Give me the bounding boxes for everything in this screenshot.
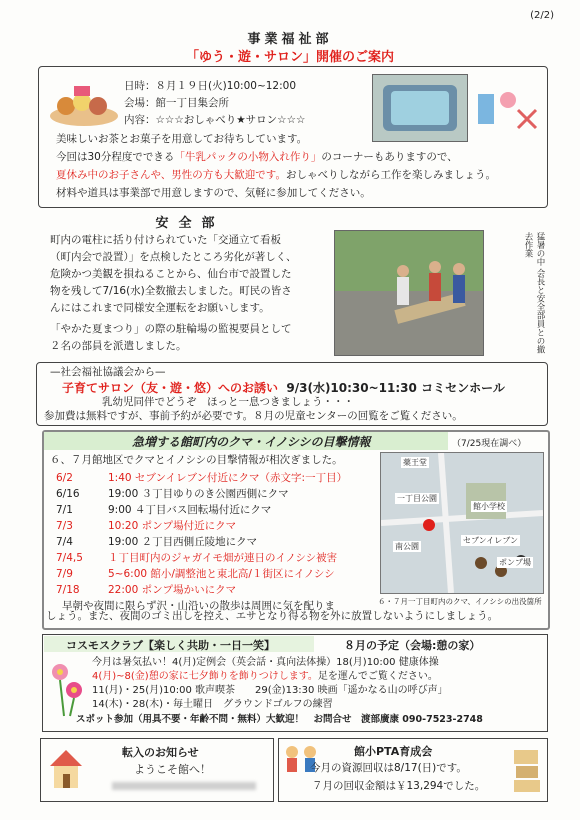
welfare-line4: 材料や道具は事業部で用意しますので、気軽に参加してください。 <box>56 187 371 199</box>
welfare-title: 事業福祉部 <box>247 32 333 47</box>
sighting-row <box>56 518 347 534</box>
sighting-row <box>56 534 347 550</box>
cosmos-line2a: 4(月)~8(金)憩の家に七夕飾りを飾りつけします。 <box>92 671 318 682</box>
welfare-line3a: 夏休み中のお子さんや、男性の方も大歓迎です。 <box>56 169 286 181</box>
pta-title: 館小PTA育成会 <box>354 745 433 758</box>
welfare-venue: 会場：館一丁目集会所 <box>124 97 229 109</box>
cosmos-line2b: 足を運んでご覧ください。 <box>317 671 438 682</box>
move-in-welcome: ようこそ館へ！ <box>134 763 211 776</box>
welfare-line2 <box>56 149 458 166</box>
sightings-map <box>380 452 544 594</box>
map-caption: ６・７月一丁目町内のクマ、イノシシの出没箇所 <box>378 597 542 606</box>
sweets-illustration <box>46 76 122 130</box>
cosmos-line4: 14(木)・28(木)・毎土曜日 グラウンドゴルフの練習 <box>92 699 333 710</box>
safety-p2-line: ２名の部員を派遣しました。 <box>50 340 187 352</box>
sighting-row <box>56 550 347 566</box>
sighting-text: 5~6:00 館小/調整池と東北高/１街区にイノシシ <box>108 568 335 580</box>
safety-p1-line: （町内会で設置）」を点検したところ劣化が著しく、 <box>50 251 297 263</box>
cosmos-line1: 今月は暑気払い！4(月)定例会（英会話・真向法体操）18(月)10:00 健康体操 <box>92 657 439 668</box>
cosmos-line5: スポット参加（用具不要・年齢不問・無料）大歓迎！ お問合せ 渡部廣康 090-7523-2748 <box>76 714 483 725</box>
sighting-row <box>56 566 347 582</box>
map-label: セブンイレブン <box>463 536 518 545</box>
map-label: 一丁目公園 <box>397 494 437 503</box>
welfare-line2b: 「牛乳パックの小物入れ作り」 <box>174 151 322 163</box>
cosmos-plan: ８月の予定（会場:憩の家） <box>344 639 481 652</box>
safety-title: 安全部 <box>155 216 225 231</box>
safety-p1-line: んにはこれまで同様安全運転をお願いします。 <box>50 302 270 314</box>
sighting-date: 7/1 <box>56 504 73 516</box>
council-line2: 参加費は無料ですが、事前予約が必要です。８月の児童センターの回覧をご覧ください。 <box>44 410 463 422</box>
craft-tools-illustration <box>474 80 542 136</box>
welfare-line3b: おしゃべりしながら工作を楽しみましょう。 <box>285 169 496 181</box>
sighting-row <box>56 486 347 502</box>
map-label: 南公園 <box>395 542 419 551</box>
welfare-date: 日時：８月１９日(火)10:00~12:00 <box>124 80 297 92</box>
sighting-text: 19:00 ３丁目ゆりのき公園西側にクマ <box>108 488 289 500</box>
pouch-photo <box>372 74 468 142</box>
welfare-line3 <box>56 167 496 184</box>
house-illustration <box>46 742 86 796</box>
collection-boxes-illustration <box>512 744 542 794</box>
safety-p1-line: 物を残して7/16(水)全数撤去しました。町民の皆さ <box>50 285 292 297</box>
sighting-text: 10:20 ポンプ場付近にクマ <box>108 520 237 532</box>
sighting-date: 7/4,5 <box>56 552 83 564</box>
sightings-foot2: しょう。また、夜間のゴミ出しを控え、エサとなり得る物を外に放置しないようにしましょう。 <box>46 610 499 622</box>
page-number: (2/2) <box>530 10 554 21</box>
pta-line2: ７月の回収金額は￥13,294でした。 <box>312 780 486 792</box>
sighting-date: 7/18 <box>56 584 80 596</box>
cosmos-line3: 11(月)・25(月)10:00 歌声喫茶 29(金)13:30 映画「遥かなる山の呼び声」 <box>92 685 448 696</box>
map-label: ポンプ場 <box>499 558 531 567</box>
sighting-text: 19:00 ２丁目西側丘陵地にクマ <box>108 536 258 548</box>
sighting-text: 22:00 ポンプ場かいにクマ <box>108 584 237 596</box>
sighting-row <box>56 582 347 598</box>
sightings-title: 急増する館町内のクマ・イノシシの目撃情報 <box>132 435 371 449</box>
cosmos-flower-illustration <box>46 658 86 718</box>
council-title-venue: コミセンホール <box>421 381 505 395</box>
pta-line1: 今月の資源回収は8/17(日)です。 <box>310 762 467 774</box>
sightings-foot1: 早朝や夜間に限らず沢・山沿いの散歩は周囲に気を配りま <box>62 600 335 612</box>
council-title-salon: 子育てサロン（友・遊・悠）へのお誘い <box>62 381 279 395</box>
sightings-intro: ６、７月館地区でクマとイノシシの目撃情報が相次ぎました。 <box>50 454 343 466</box>
removal-work-photo <box>334 230 484 356</box>
map-label: 薬王堂 <box>403 458 427 467</box>
safety-p1-line: 危険かつ美観を損ねることから、仙台市で設置した <box>50 268 292 280</box>
move-in-title: 転入のお知らせ <box>122 746 199 759</box>
sighting-text: 1:40 セブンイレブン付近にクマ（赤文字:一丁目） <box>108 472 348 484</box>
welfare-content: 内容：☆☆☆おしゃべり★サロン☆☆☆ <box>124 114 306 126</box>
redacted-name <box>112 782 256 790</box>
sighting-date: 7/9 <box>56 568 73 580</box>
sighting-text: 9:00 ４丁目バス回転場付近にクマ <box>108 504 272 516</box>
sighting-row <box>56 502 347 518</box>
cosmos-title: コスモスクラブ【楽しく共助・一日一笑】 <box>66 639 275 652</box>
safety-p2-line: 「やかた夏まつり」の際の駐輪場の監視要員として <box>50 323 292 335</box>
welfare-line2c: のコーナーもありますので、 <box>321 151 458 163</box>
sighting-date: 6/2 <box>56 472 73 484</box>
welfare-line2a: 今回は30分程度でできる <box>56 151 175 163</box>
council-line1: 乳幼児同伴でどうぞ ほっと一息つきましょう・・・ <box>102 396 354 408</box>
map-label: 館小学校 <box>473 502 505 511</box>
welfare-line1: 美味しいお茶とお菓子を用意してお待ちしています。 <box>56 133 308 145</box>
safety-paragraph-1 <box>50 232 297 355</box>
safety-p1-line: 町内の電柱に括り付けられていた「交通立て看板 <box>50 234 281 246</box>
sighting-row <box>56 470 347 486</box>
sighting-date: 7/3 <box>56 520 73 532</box>
sighting-date: 7/4 <box>56 536 73 548</box>
sightings-asof: （7/25現在調べ） <box>452 439 527 449</box>
photo-caption: 猛暑の中 会長と安全部員との撤去作業 <box>523 232 545 354</box>
sighting-date: 6/16 <box>56 488 80 500</box>
council-header: —社会福祉協議会から— <box>50 366 166 378</box>
council-title-date: 9/3(水)10:30~11:30 <box>286 381 417 395</box>
welfare-subtitle: 「ゆう・遊・サロン」開催のご案内 <box>185 50 394 65</box>
sightings-list <box>56 470 347 598</box>
sighting-text: １丁目町内のジャガイモ畑が連日のイノシシ被害 <box>108 552 338 564</box>
